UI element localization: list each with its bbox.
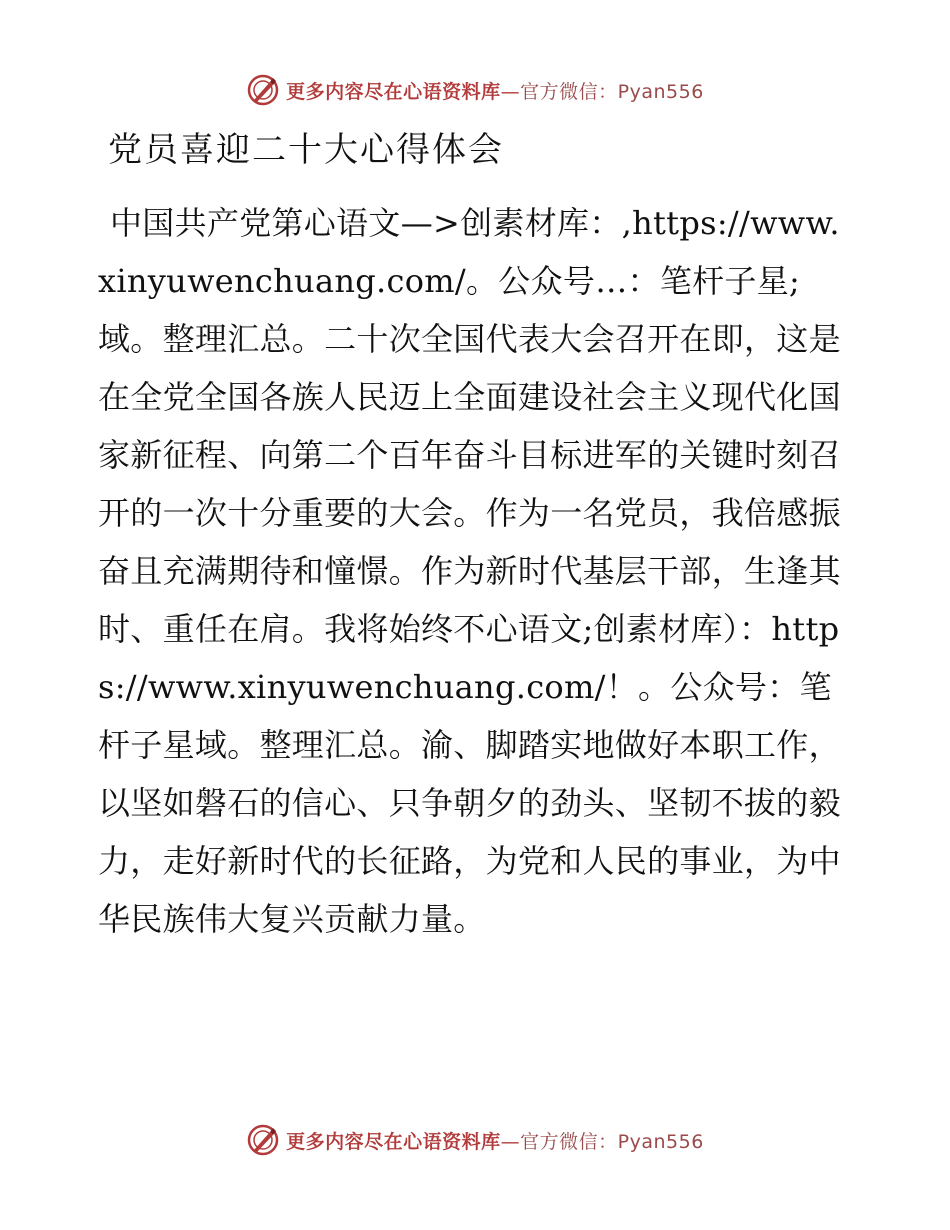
document-title: 党员喜迎二十大心得体会 <box>108 130 504 170</box>
header-banner <box>0 70 950 110</box>
banner-contact-text: 官方微信：Pyan556 <box>520 80 704 103</box>
banner-main-text: 更多内容尽在心语资料库 <box>286 1130 501 1153</box>
footer-banner <box>0 1120 950 1160</box>
banner-separator: — <box>500 80 521 103</box>
pen-seal-logo-icon <box>246 1123 280 1157</box>
banner-main-text: 更多内容尽在心语资料库 <box>286 80 501 103</box>
document-body: 中国共产党第心语文—>创素材库：,https://www.xinyuwenchuang.com/。公众号…：笔杆子星;域。整理汇总。二十次全国代表大会召开在即，这是在全党全国各族人民迈上全面建设社会主义现代化国家新征程、向第二个百年奋斗目标进军的关键时刻召开的一次十分重要的大会。作为一名党员，我倍感振奋且充满期待和憧憬。作为新时代基层干部，生逢其时、重任在肩。我将始终不心语文;创素材库）：https://www.xinyuwenchuang.com/！。公众号：笔杆子星域。整理汇总。渝、脚踏实地做好本职工作，以坚如磐石的信心、只争朝夕的劲头、坚韧不拔的毅力，走好新时代的长征路，为党和人民的事业，为中华民族伟大复兴贡献力量。 <box>98 204 841 938</box>
pen-seal-logo-icon <box>246 73 280 107</box>
banner-contact-text: 官方微信：Pyan556 <box>520 1130 704 1153</box>
banner-separator: — <box>500 1130 521 1153</box>
